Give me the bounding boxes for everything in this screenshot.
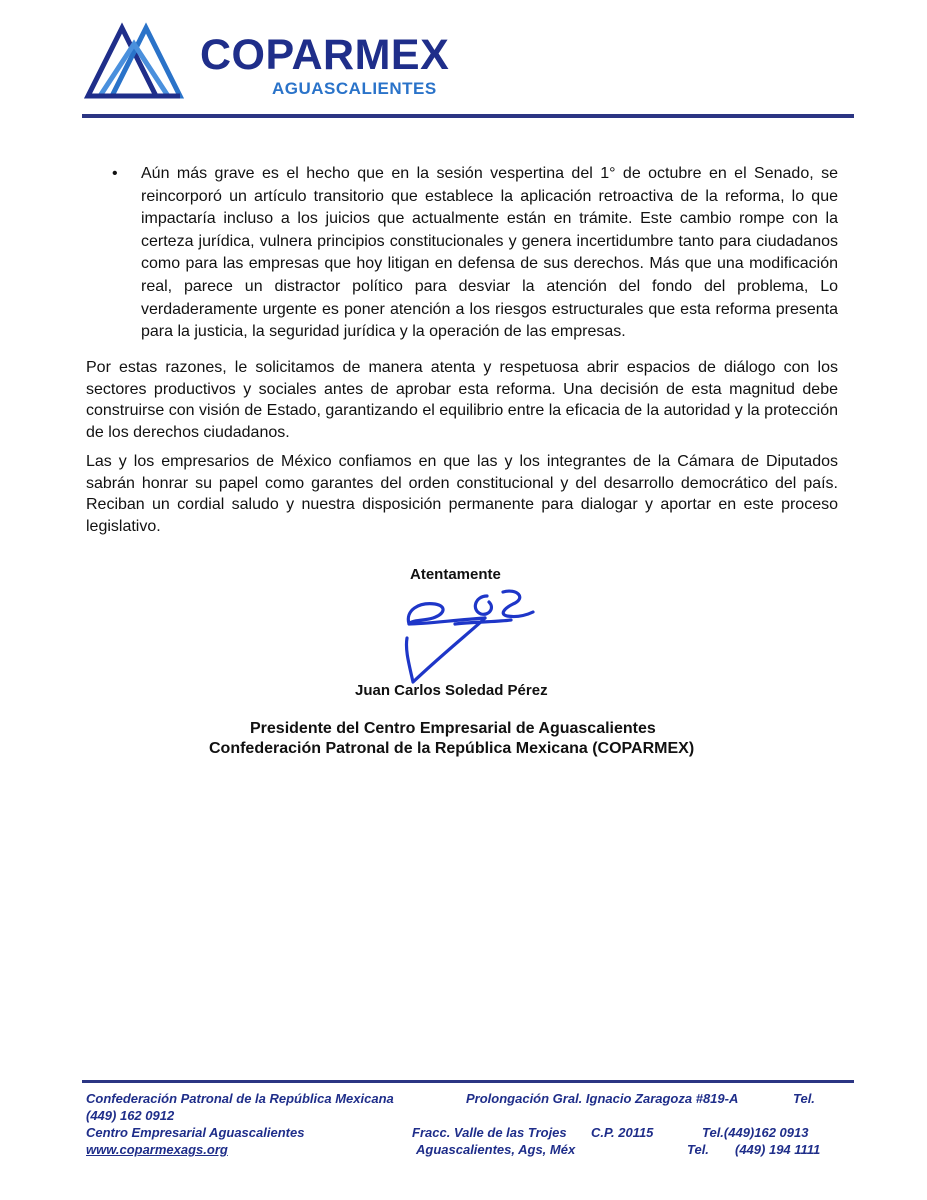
salutation: Atentamente	[410, 566, 501, 583]
footer-tel-1: (449) 162 0912	[86, 1108, 175, 1123]
signer-title: Presidente del Centro Empresarial de Aguascalientes	[250, 720, 656, 737]
paragraph-closing: Las y los empresarios de México confiamos en que las y los integrantes de la Cámara de Diputados sabrán honrar su papel como garantes del orden constitucional y del desarrollo democrático del país. Reciban un cordial saludo y nuestra disposición permanente para dialogar y aportar en este proceso legislativo.	[86, 453, 838, 535]
footer-tel-3: (449) 194 1111	[735, 1142, 821, 1157]
bullet-text: Aún más grave es el hecho que en la sesión vespertina del 1° de octubre en el Senado, se reincorporó un artículo transitorio que establece la aplicación retroactiva de la reforma, lo que impactaría incluso a los juicios que actualmente están en trámite. Este cambio rompe con la certeza jurídica, vulnera principios constitucionales y genera incertidumbre tanto para ciudadanos como para las empresas que hoy litigan en defensa de sus derechos. Más que una modificación real, parece un distractor político para desviar la atención del fondo del problema, Lo verdaderamente urgente es poner atención a los riesgos estructurales que esta reforma presenta para la justicia, la seguridad jurídica y la operación de las empresas.	[141, 165, 838, 341]
brand-subtitle: AGUASCALIENTES	[272, 79, 437, 98]
footer-city: Aguascalientes, Ags, Méx	[416, 1142, 576, 1157]
signature-icon	[395, 584, 535, 690]
footer-address-2: Fracc. Valle de las Trojes	[412, 1125, 567, 1140]
bullet-dot-icon: •	[112, 165, 118, 182]
footer-divider	[82, 1080, 854, 1083]
bullet-item	[112, 163, 838, 344]
footer-tel-3-label: Tel.	[687, 1142, 709, 1157]
header-divider	[82, 114, 854, 118]
footer-website-link[interactable]: www.coparmexags.org	[86, 1142, 228, 1157]
coparmex-logo-icon	[84, 22, 184, 100]
footer-org-1: Confederación Patronal de la República Mexicana	[86, 1091, 394, 1106]
footer-tel-label: Tel.	[793, 1091, 815, 1106]
paragraph-request: Por estas razones, le solicitamos de manera atenta y respetuosa abrir espacios de diálogo con los sectores productivos y sociales antes de aprobar esta reforma. Una decisión de esta magnitud debe construirse con visión de Estado, garantizando el equilibrio entre la eficacia de la autoridad y la protección de los derechos ciudadanos.	[86, 359, 838, 441]
footer-tel-2: Tel.(449)162 0913	[702, 1125, 809, 1140]
signer-name: Juan Carlos Soledad Pérez	[355, 682, 548, 699]
brand-name: COPARMEX	[200, 31, 450, 79]
footer-address-1: Prolongación Gral. Ignacio Zaragoza #819-A	[466, 1091, 739, 1106]
signer-organization: Confederación Patronal de la República Mexicana (COPARMEX)	[209, 740, 695, 757]
footer-postal: C.P. 20115	[591, 1125, 654, 1140]
footer-org-2: Centro Empresarial Aguascalientes	[86, 1125, 305, 1140]
